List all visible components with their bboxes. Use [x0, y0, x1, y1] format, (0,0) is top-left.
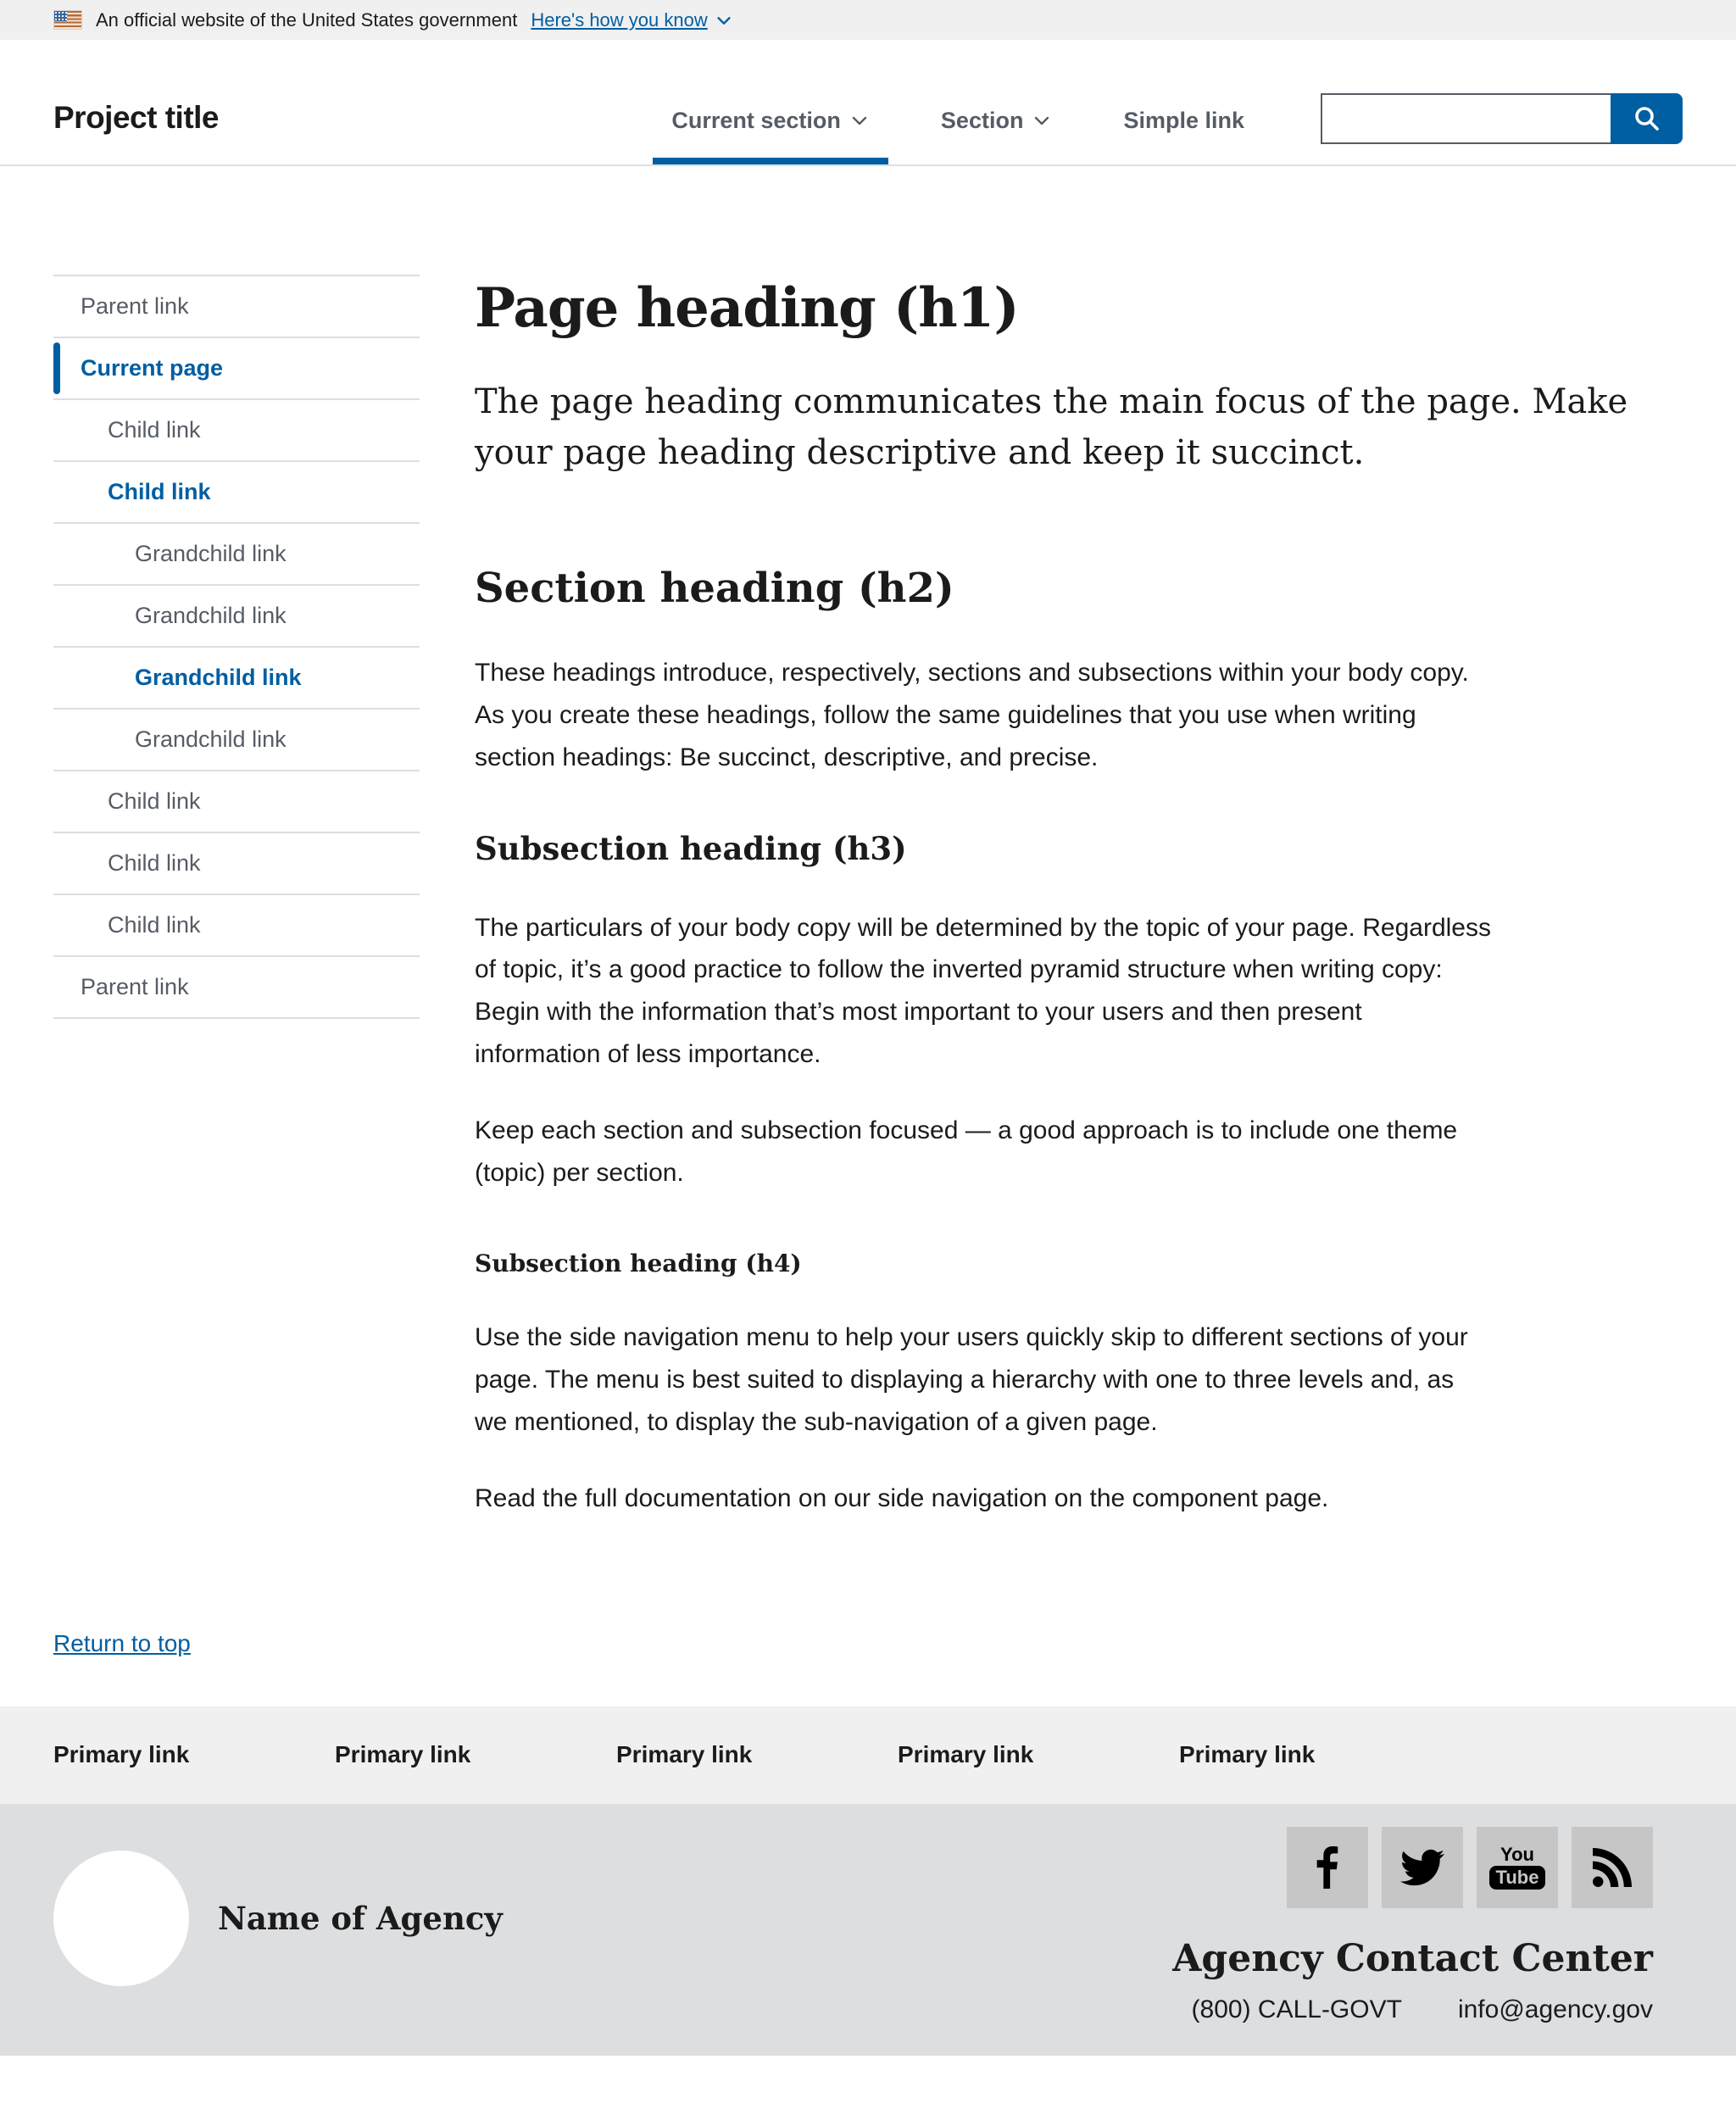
sidenav-item — [53, 275, 420, 337]
sidenav-link-parent[interactable]: Parent link — [81, 974, 189, 999]
sidenav-item — [53, 770, 420, 832]
nav-section[interactable] — [922, 76, 1071, 164]
search-form — [1321, 93, 1683, 144]
agency-logo — [53, 1851, 189, 1986]
return-to-top-wrap — [0, 1520, 1736, 1706]
sidenav-item — [53, 708, 420, 770]
nav-simple-link[interactable] — [1104, 76, 1263, 164]
chevron-down-icon — [715, 11, 733, 30]
sidenav-item — [53, 460, 420, 522]
site-footer — [0, 1706, 1736, 2056]
primary-nav — [653, 40, 1297, 164]
gov-banner — [0, 0, 1736, 40]
subsection-heading-h3: Subsection heading (h3) — [475, 830, 907, 868]
sidenav-link-grandchild[interactable]: Grandchild link — [135, 665, 302, 690]
sidenav-link-grandchild[interactable]: Grandchild link — [135, 726, 287, 752]
footer-primary-link[interactable]: Primary link — [898, 1741, 1034, 1768]
footer-primary-nav — [0, 1706, 1736, 1804]
contact-center-heading: Agency Contact Center — [1172, 1936, 1653, 1980]
footer-primary-link[interactable]: Primary link — [53, 1741, 190, 1768]
banner-disclosure-link[interactable] — [531, 9, 732, 31]
search-button[interactable] — [1611, 93, 1683, 144]
agency-name: Name of Agency — [218, 1899, 503, 1937]
paragraph-4: Use the side navigation menu to help your users quickly skip to different sections of your page. The menu is best suited to displaying a hierarchy with one to three levels and, as we mentioned, to display the sub-navigation of a given page. — [475, 1323, 1468, 1437]
contact-email[interactable]: info@agency.gov — [1457, 1995, 1653, 2023]
contact-info — [1192, 1995, 1653, 2024]
sidenav-item — [53, 522, 420, 584]
chevron-down-icon — [1032, 110, 1052, 131]
contact-phone[interactable]: (800) CALL-GOVT — [1191, 1995, 1402, 2023]
sidenav-item — [53, 955, 420, 1019]
sidenav-link-child[interactable]: Child link — [108, 788, 201, 814]
sidenav-item — [53, 893, 420, 955]
social-links — [1287, 1827, 1653, 1908]
side-navigation — [53, 275, 420, 1520]
sidenav-item — [53, 398, 420, 460]
footer-contact-section — [1172, 1827, 1653, 2056]
sidenav-link-grandchild[interactable]: Grandchild link — [135, 541, 287, 566]
sidenav-item — [53, 646, 420, 708]
facebook-link[interactable] — [1287, 1827, 1368, 1908]
paragraph-5: Read the full documentation on our side navigation on the component page. — [475, 1483, 1329, 1512]
rss-icon — [1593, 1848, 1632, 1887]
youtube-icon: You Tube — [1489, 1845, 1546, 1890]
header-right — [653, 40, 1683, 164]
sidenav-link-child[interactable]: Child link — [108, 479, 211, 504]
rss-link[interactable] — [1572, 1827, 1653, 1908]
chevron-down-icon — [849, 110, 870, 131]
banner-text: An official website of the United States government — [96, 8, 518, 31]
nav-simple-link-label: Simple link — [1123, 107, 1244, 133]
us-flag-icon — [53, 10, 82, 30]
sidenav-link-child[interactable]: Child link — [108, 912, 201, 938]
sidenav-item — [53, 584, 420, 646]
twitter-link[interactable] — [1382, 1827, 1463, 1908]
main-content — [475, 275, 1683, 1520]
search-icon — [1630, 102, 1664, 136]
site-title[interactable]: Project title — [53, 100, 219, 135]
agency-identifier — [53, 1851, 503, 1986]
facebook-icon — [1306, 1846, 1349, 1889]
page-body — [0, 166, 1736, 1520]
sidenav-link-grandchild[interactable]: Grandchild link — [135, 603, 287, 628]
lead-paragraph: The page heading communicates the main focus of the page. Make your page heading descriptive and keep it succinct. — [475, 382, 1628, 472]
section-heading-h2: Section heading (h2) — [475, 565, 954, 612]
search-input[interactable] — [1321, 93, 1611, 144]
site-header — [0, 40, 1736, 166]
sidenav-link-child[interactable]: Child link — [108, 850, 201, 876]
sidenav-item-current — [53, 337, 420, 398]
sidenav-link-parent[interactable]: Parent link — [81, 293, 189, 319]
twitter-icon — [1400, 1845, 1444, 1890]
footer-secondary — [0, 1804, 1736, 2056]
paragraph-3: Keep each section and subsection focused — a good approach is to include one theme (topic) per section. — [475, 1116, 1458, 1187]
nav-current-section[interactable] — [653, 76, 888, 164]
footer-primary-link[interactable]: Primary link — [1179, 1741, 1316, 1768]
paragraph-1: These headings introduce, respectively, sections and subsections within your body copy. As you create these headings, follow the same guidelines that you use when writing section headings: Be succinct, descriptive, and precise. — [475, 659, 1469, 771]
youtube-link[interactable] — [1477, 1827, 1558, 1908]
banner-disclosure-label: Here's how you know — [531, 8, 708, 31]
footer-primary-link[interactable]: Primary link — [335, 1741, 471, 1768]
sidenav-item — [53, 832, 420, 893]
footer-primary-link[interactable]: Primary link — [616, 1741, 753, 1768]
nav-current-section-label: Current section — [671, 107, 841, 133]
sidenav-link-child[interactable]: Child link — [108, 417, 201, 443]
paragraph-2: The particulars of your body copy will be determined by the topic of your page. Regardless of topic, it’s a good practice to follow the inverted pyramid structure when writing copy: Begin with the information that’s most important to your users and then present information of less importance. — [475, 913, 1491, 1069]
subsection-heading-h4: Subsection heading (h4) — [475, 1250, 802, 1278]
return-to-top-link[interactable]: Return to top — [53, 1629, 191, 1656]
page-heading-h1: Page heading (h1) — [475, 276, 1019, 340]
nav-section-label: Section — [940, 107, 1024, 133]
sidenav-link-current-page[interactable]: Current page — [53, 338, 420, 398]
